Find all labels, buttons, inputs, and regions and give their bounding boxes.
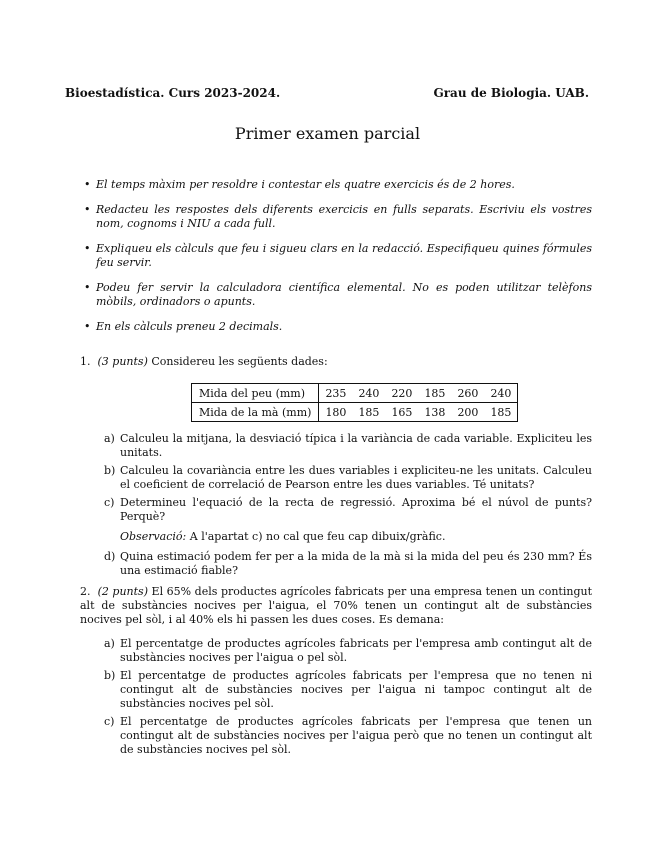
exercise-2 <box>80 585 592 761</box>
list-item: a) El percentatge de productes agrícoles fabricats per l'empresa amb contingut alt de substàncies nocives per l'aigua o pel sòl. <box>104 637 592 664</box>
instruction-item: • Podeu fer servir la calculadora científica elemental. No es poden utilitzar telèfons mòbils, ordinadors o apunts. <box>84 281 592 308</box>
table-cell: 240 <box>352 384 385 403</box>
table-cell: 185 <box>418 384 451 403</box>
exercise-1-lead <box>80 355 592 369</box>
table-cell: 185 <box>484 403 518 422</box>
instruction-item: • Expliqueu els càlculs que feu i sigueu clars en la redacció. Especifiqueu quines fórmules feu servir. <box>84 242 592 269</box>
table-cell: 185 <box>352 403 385 422</box>
list-item: b) Calculeu la covariància entre les dues variables i expliciteu-ne les unitats. Calculeu el coeficient de correlació de Pearson entre les dues variables. Té unitats? <box>104 464 592 491</box>
list-item: d) Quina estimació podem fer per a la mida de la mà si la mida del peu és 230 mm? És una estimació fiable? <box>104 550 592 577</box>
table-row <box>192 384 518 403</box>
table-cell: 235 <box>319 384 353 403</box>
exercise-statement: El 65% dels productes agrícoles fabricats per una empresa tenen un contingut alt de substàncies nocives per l'aigua, el 70% tenen un contingut alt de substàncies nocives pel sòl, i al 40% els hi passen les dues coses. Es demana: <box>80 585 592 626</box>
list-item: c) Determineu l'equació de la recta de regressió. Aproxima bé el núvol de punts? Perquè? <box>104 496 592 523</box>
exercise-number: 2. <box>80 585 91 598</box>
table-cell: 240 <box>484 384 518 403</box>
instruction-item: • El temps màxim per resoldre i contestar els quatre exercicis és de 2 hores. <box>84 178 515 191</box>
bullet-icon: • <box>84 281 91 294</box>
list-item: c) El percentatge de productes agrícoles fabricats per l'empresa que tenen un contingut alt de substàncies nocives per l'aigua però que no tenen un contingut alt de substàncies nocives pel sòl. <box>104 715 592 756</box>
data-table <box>191 383 518 422</box>
table-cell: 260 <box>451 384 484 403</box>
exercise-1-items <box>80 432 592 582</box>
table-cell: 200 <box>451 403 484 422</box>
bullet-icon: • <box>84 242 91 255</box>
degree-header: Grau de Biologia. UAB. <box>433 86 589 100</box>
page-title: Primer examen parcial <box>234 124 421 143</box>
table-cell: 180 <box>319 403 353 422</box>
instruction-item: • Redacteu les respostes dels diferents exercicis en fulls separats. Escriviu els vostres nom, cognoms i NIU a cada full. <box>84 203 592 230</box>
row-label: Mida del peu (mm) <box>192 384 319 403</box>
exercise-statement: Considereu les següents dades: <box>151 355 328 368</box>
bullet-icon: • <box>84 203 91 216</box>
table-cell: 138 <box>418 403 451 422</box>
exercise-points: (3 punts) <box>97 355 148 368</box>
bullet-icon: • <box>84 178 91 191</box>
instructions-list <box>84 178 592 345</box>
bullet-icon: • <box>84 320 91 333</box>
table-cell: 220 <box>385 384 418 403</box>
observation-note: Observació: A l'apartat c) no cal que feu cap dibuix/gràfic. <box>120 530 446 543</box>
table-cell: 165 <box>385 403 418 422</box>
exercise-points: (2 punts) <box>97 585 148 598</box>
instruction-item: • En els càlculs preneu 2 decimals. <box>84 320 283 333</box>
course-header: Bioestadística. Curs 2023-2024. <box>65 86 281 100</box>
list-item: a) Calculeu la mitjana, la desviació típica i la variància de cada variable. Expliciteu les unitats. <box>104 432 592 459</box>
exercise-number: 1. <box>80 355 91 368</box>
table-row <box>192 403 518 422</box>
row-label: Mida de la mà (mm) <box>192 403 319 422</box>
list-item: b) El percentatge de productes agrícoles fabricats per l'empresa que no tenen ni contingut alt de substàncies nocives per l'aigua ni tampoc contingut alt de substàncies nocives pel sòl. <box>104 669 592 710</box>
